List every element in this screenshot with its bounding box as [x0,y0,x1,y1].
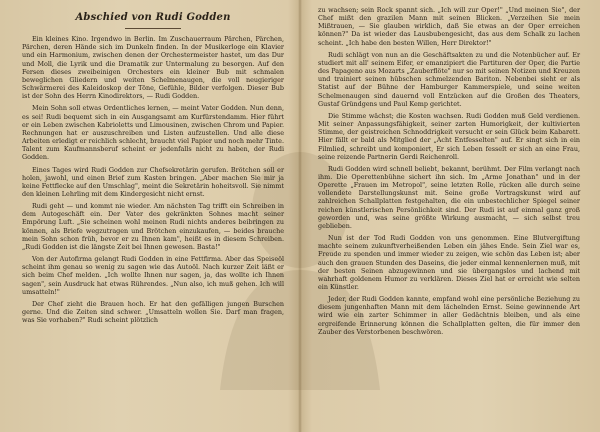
paragraph: Mein Sohn soll etwas Ordentliches lernen, — meint Vater Godden. Nun denn, es sei! Rudi bequemt sich in ein Ausgangsamt am Kurfürstendamm. Hier führt er ein Leben zwischen Kabrioletts und Limousinen, zwischen Chrom und Papier. Rechnungen hat er auszuschreiben und Listen aufzustellen. Und alle diese Arbeiten erledigt er reichlich schlecht, braucht viel Papier und noch mehr Tinte. Talent zum Kaufmannsberuf scheint er jedenfalls nicht zu haben, der Rudi Godden. [22,104,284,162]
paragraph: Nun ist der Tod Rudi Godden von uns genommen. Eine Blutvergiftung machte seinem zukunftverheißenden Leben ein jähes Ende. Sein Ziel war es, Freude zu spenden und immer wieder zu zeigen, wie schön das Leben ist; aber auch den grauen Stunden des Daseins, die jeder einmal kennenlernen muß, mit der besten Seinen abzugewinnen und sie übergangslos und lachend mit wahrhaft goldenem Humor zu verklären. Dieses Ziel hat er erreicht wie selten ein Künstler. [318,234,580,291]
paragraph: Die Stimme wächst; die Kosten wachsen. Rudi Godden muß Geld verdienen. Mit seiner Anpassungsfähigkeit, seiner zarten Humorigkeit, der kultivierten Stimme, der geistreichen Schnoddrigkeit versucht er sein Glück beim Kabarett. Hier fällt er bald als Mitglied der „Acht Entfesselten" auf. Er singt sich in ein Filmlied, schreibt und komponiert, Er sich Leben fesselt er sich an eine Frau, seine reizende Partnerin Gerdi Reichenroll. [318,111,580,161]
paragraph: Eines Tages wird Rudi Godden zur Chefsekretärin gerufen. Brötchen soll er holen, jawohl, und einen Brief zum Kasten bringen. „Aber machen Sie mir ja keine Fettflecke auf den Umschlag", meint die Sekretärin hoheitsvoll. Sie nimmt den kleinen Lehrling mit dem Kindergesicht nicht ernst. [22,165,284,198]
paragraph: Rudi Godden wird schnell beliebt, bekannt, berühmt. Der Film verlangt nach ihm. Die Operettenbühne sichert ihn sich. Im „Arme Jonathan" und in der Operette „Frauen im Metropol", seine letzten Rolle, rücken alle durch seine vollendete Darstellungskunst mit. Seine große Vortragskunst wird auf zahlreichen Schallplatten festgehalten, die ein unbestechlicher Spiegel seiner reichen künstlerischen Persönlichkeit sind. Der Rudi ist auf einmal ganz groß geworden und, was seine größte Wirkung ausmacht, — sich selbst treu geblieben. [318,164,580,230]
right-page [318,6,580,416]
left-page [22,14,284,424]
paragraph: Jeder, der Rudi Godden kannte, empfand wohl eine persönliche Beziehung zu diesem jungenhaften Mann mit dem lächelnden Ernst. Seine gewinnende Art wird wie ein zarter Schimmer in aller Gedächtnis bleiben, und als eine ergreifende Erinnerung können die Schallplatten gelten, die für immer den Zauber des Verstorbenen beschwören. [318,295,580,336]
paragraph: zu wachsen; sein Rock spannt sich. „Ich will zur Oper!" „Und meinen Sie", der Chef mißt den grazilen Mann mit seinen Blicken. „Verzeihen Sie mein Mißtrauen, — Sie glauben wirklich, daß Sie etwas an der Oper erreichen können?" Da ist wieder das Lausbubengesicht, das aus dem Schalk zu lachen scheint. „Ich habe den besten Willen, Herr Direktor!" [318,6,580,47]
page-title: Abschied von Rudi Godden [75,12,231,23]
title-rule [125,28,181,29]
paragraph: Ein kleines Kino. Irgendwo in Berlin. Im Zuschauerraum Pärchen, Pärchen, Pärchen, deren Hände sich im Dunkeln finden. In der Musikerloge ein Klavier und ein Harmonium, zwischen denen der Orchestermeister hastet, um das Dur und Moll, die Lyrik und die Dramatik zur Untermalung zu besorgen. Auf den Fersen dieses zweibeinigen Orchesters ein kleiner Bub mit schmalen beweglichen Gliedern und weiten Schelmenaugen, die voll neugieriger Schwärmerei des Kaleidoskop der Töne, Gefühle, Bilder verfolgen. Dieser Bub ist der Sohn des Herrn Kinodirektors, — Rudi Godden. [22,35,284,101]
paragraph: Von der Autofirma gelangt Rudi Godden in eine Fettfirma. Aber das Speiseöl scheint ihm genau so wenig zu sagen wie das Autoöl. Nach kurzer Zeit läßt er sich beim Chef melden. „Ich wollte Ihnen nur sagen, ja, das wollte ich Ihnen sagen", sein Ausdruck hat etwas Rührendes. „Nun also, ich muß gehen. Ich will umsatteln!" [22,255,284,296]
paragraph: Rudi schlägt von nun an die Geschäftsakten zu und die Notenbücher auf. Er studiert mit all' seinem Eifer, er emanzipiert die Partituren der Oper, die Partie des Papageno aus Mozarts „Zauberflöte" nur so mit seinen Notizen und Kreuzen und trainiert seinen hübschen schmelzenden Bariton. Nebenbei sieht er als Statist auf der Bühne der Hamburger Kammerspiele, und seine weiten Schelmenaugen sind dauernd voll Entzücken auf die Großen des Theaters, Gustaf Gründgens und Paul Kemp gerichtet. [318,50,580,108]
paragraph: Rudi geht — und kommt nie wieder. Am nächsten Tag trifft ein Schreiben in dem Autogeschäft ein. Der Vater des gekränkten Sohnes macht seiner Empörung Luft. „Sie scheinen wohl meinen Rudi nichts anderes beibringen zu können, als Briefe wegzutragen und Brötchen einzukaufen, — beides brauche mein Sohn schon früh, bevor er zu Ihnen kam", heißt es in diesem Schreiben. „Rudi Godden ist die längste Zeit bei Ihnen gewesen. Basta!" [22,202,284,251]
paragraph: Der Chef zieht die Brauen hoch. Er hat den gefälligen jungen Burschen gerne. Und die Zeiten sind schwer. „Umsatteln wollen Sie. Darf man fragen, was Sie vorhaben?" Rudi scheint plötzlich [22,299,284,325]
